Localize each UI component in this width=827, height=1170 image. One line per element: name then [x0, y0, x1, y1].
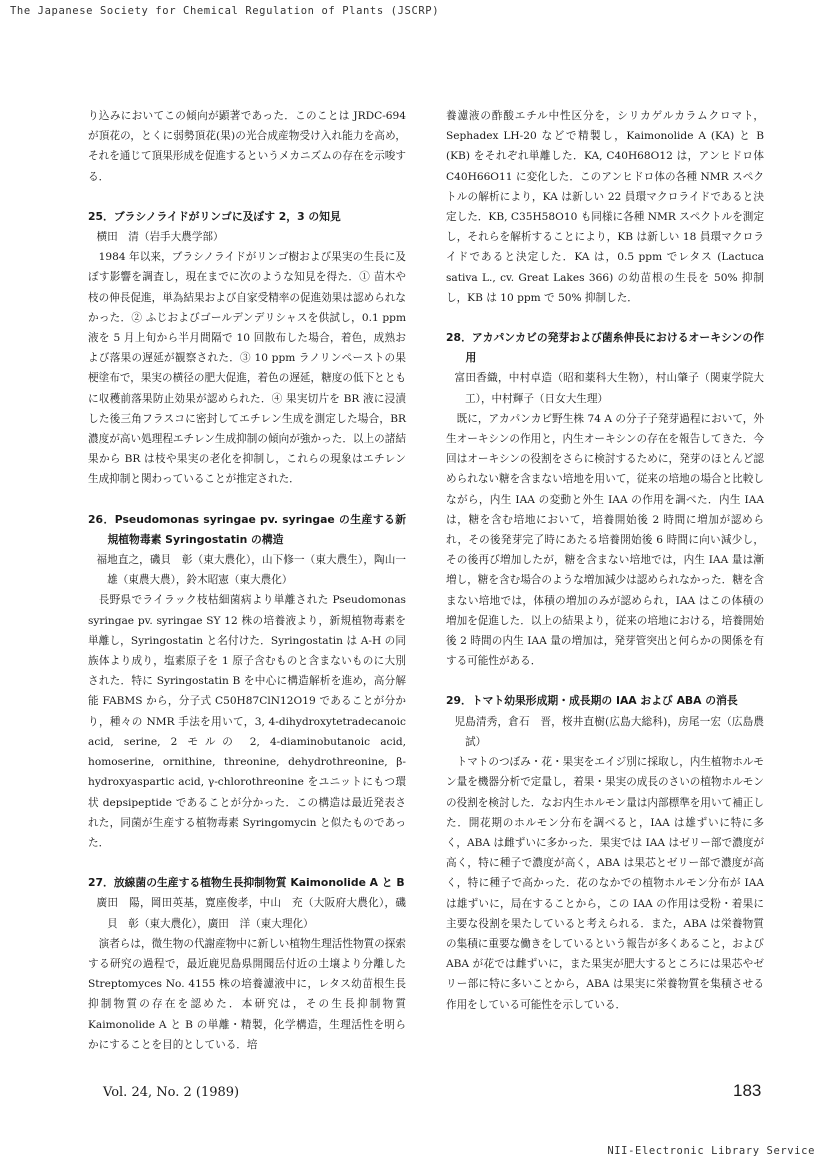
article-29-title: 29．トマト幼果形成期・成長期の IAA および ABA の消長 — [446, 694, 738, 708]
article-25-title: 25．ブラシノライドがリンゴに及ぼす 2，3 の知見 — [88, 209, 341, 223]
right-column — [446, 106, 764, 1015]
article-27-title: 27．放線菌の生産する植物生長抑制物質 Kaimonolide A と B — [88, 876, 405, 890]
article-28-title: 28．アカパンカビの発芽および菌糸伸長におけるオーキシンの作用 — [446, 331, 764, 365]
library-footer: NII-Electronic Library Service — [607, 1145, 815, 1157]
article-29-body: トマトのつぼみ・花・果実をエイジ別に採取し，内生植物ホルモン量を機器分析で定量し，着果・果実の成長のさいの植物ホルモンの役割を検討した．なお内生ホルモン量は内部標準を用いて補正した．開花期のホルモン分布を調べると，IAA は雄ずいに特に多く，ABA は雌ずいに多かった．果実では IAA はゼリー部で濃度が高く，特に種子で濃度が高く，ABA は果芯とゼリー部で濃度が高く，特に種子で高かった．花のなかでの植物ホルモン分布が IAA は雄ずいに，局在することから，この IAA の作用は受粉・着果に主要な役割を果たしていると考えられる．また，ABA は栄養物質の集積に重要な働きをしているという報告が多くあること，および ABA が花では雌ずいに，また果実が肥大するところには果芯やゼリー部に特に多いことから，ABA は果実に栄養物質を集積させる作用をしている可能性を示している． — [446, 756, 764, 1011]
article-27-continuation: 養濾液の酢酸エチル中性区分を，シリカゲルカラムクロマト，Sephadex LH-20 などで精製し，Kaimonolide A (KA) と B (KB) をそれぞれ単離した．KA, C40H68O12 は，アンヒドロ体 C40H66O11 に変化した．このアンヒドロ体の各種 NMR スペクトルの解析により，KA は新しい 22 員環マクロライドであると決定した．KB, C35H58O10 も同様に各種 NMR スペクトルを測定し，それらを解析することにより，KB は新しい 18 員環マクロライドであると決定した．KA は，0.5 ppm でレタス (Lactuca sativa L., cv. Great Lakes 366) の幼苗根の生長を 50% 抑制し，KB は 10 ppm で 50% 抑制した． — [446, 110, 764, 304]
article-25-body: 1984 年以来，ブラシノライドがリンゴ樹および果実の生長に及ぼす影響を調査し，現在までに次のような知見を得た．① 苗木や枝の伸長促進，単為結果および自家受精率の促進効果は認められなかった．② ふじおよびゴールデンデリシャスを供試し，0.1 ppm 液を 5 月上旬から半月間隔で 10 回散布した場合，着色，成熟および落果の遅延が観察された．③ 10 ppm ラノリンペーストの果梗塗布で，果実の横径の肥大促進，着色の遅延，糖度の低下とともに収穫前落果防止効果が認められた．④ 果実切片を BR 液に浸漬した後三角フラスコに密封してエチレン生成を測定した場合，BR 濃度が高い処理程エチレン生成抑制の傾向が強かった．以上の諸結果から BR は枝や果実の老化を抑制し，これらの現象はエチレン生成抑制と関わっていることが推定された． — [88, 251, 406, 486]
article-26-body: 長野県でライラック枝枯細菌病より単離された Pseudomonas syringae pv. syringae SY 12 株の培養液より，新規植物毒素を単離し，Syringostatin と名付けた．Syringostatin は A-H の同族体より成り，塩素原子を 1 原子含むものと含まないものに大別された．特に Syringostatin B を中心に構造解析を進め，高分解能 FABMS から，分子式 C50H87ClN12O19 であることが分かり，種々の NMR 手法を用いて，3, 4-dihydroxytetradecanoic acid, serine, 2 モルの 2, 4-diaminobutanoic acid, homoserine, ornithine, threonine, dehydrothreonine, β-hydroxyaspartic acid, γ-chlorothreonine をユニットにもつ環状 depsipeptide であることが分かった．この構造は最近発表された，同菌が生産する植物毒素 Syringomycin と似たものであった． — [88, 594, 406, 849]
previous-article-tail: り込みにおいてこの傾向が顕著であった．このことは JRDC-694 が頂花の，とくに弱勢頂花(果)の光合成産物受け入れ能力を高め，それを通じて頂果形成を促進するというメカニズムの存在を示唆する． — [88, 110, 406, 183]
left-column — [88, 106, 406, 1055]
article-28-body: 既に，アカパンカビ野生株 74 A の分子子発芽過程において，外生オーキシンの作用と，内生オーキシンの存在を報告してきた．今回はオーキシンの役割をさらに検討するために，発芽のほとんど認められない糖を含まない培地を用いて，従来の培地の場合と比較しながら，内生 IAA の変動と外生 IAA の作用を調べた．内生 IAA は，糖を含む培地において，培養開始後 2 時間に増加が認められ，その後発芽完了時にあたる培養開始後 6 時間に向い減少し，その後再び増加したが，糖を含まない培地では，内生 IAA 量は漸増し，糖を含む場合のような増加減少は認められなかった．糖を含まない培地では，体積の増加のみが認められ，IAA はこの体積の増加を促進した．以上の結果より，従来の培地における，培養開始後 2 時間の内生 IAA 量の増加は，発芽管突出と何らかの関係を有する可能性がある． — [446, 412, 764, 668]
page-number: 183 — [733, 1081, 762, 1100]
volume-info: Vol. 24, No. 2 (1989) — [103, 1085, 240, 1100]
article-28-authors: 富田香織，中村卓造（昭和薬科大生物），村山肇子（関東学院大工），中村輝子（日女大生理） — [454, 372, 764, 405]
article-26-authors: 福地直之，磯貝 彰（東大農化），山下修一（東大農生），陶山一雄（東農大農），鈴木昭憲（東大農化） — [96, 554, 406, 587]
article-25-authors: 横田 清（岩手大農学部） — [96, 231, 224, 244]
article-29-authors: 児島清秀，倉石 晋，桜井直樹(広島大総科)，房尾一宏（広島農試） — [454, 715, 764, 748]
article-27-authors: 廣田 陽，岡田英基，寛座俊孝，中山 充（大阪府大農化），磯貝 彰（東大農化），廣田 洋（東大理化） — [96, 897, 406, 930]
society-header: The Japanese Society for Chemical Regulation of Plants (JSCRP) — [10, 5, 440, 17]
article-26-title: 26．Pseudomonas syringae pv. syringae の生産する新規植物毒素 Syringostatin の構造 — [88, 512, 406, 546]
article-27-body: 演者らは，微生物の代謝産物中に新しい植物生理活性物質の探索する研究の過程で，最近鹿児島県開聞岳付近の土壌より分離した Streptomyces No. 4155 株の培養濾液中に，レタス幼苗根生長抑制物質の存在を認めた．本研究は，その生長抑制物質 Kaimonolide A と B の単離・精製，化学構造，生理活性を明らかにすることを目的としている．培 — [88, 937, 406, 1051]
